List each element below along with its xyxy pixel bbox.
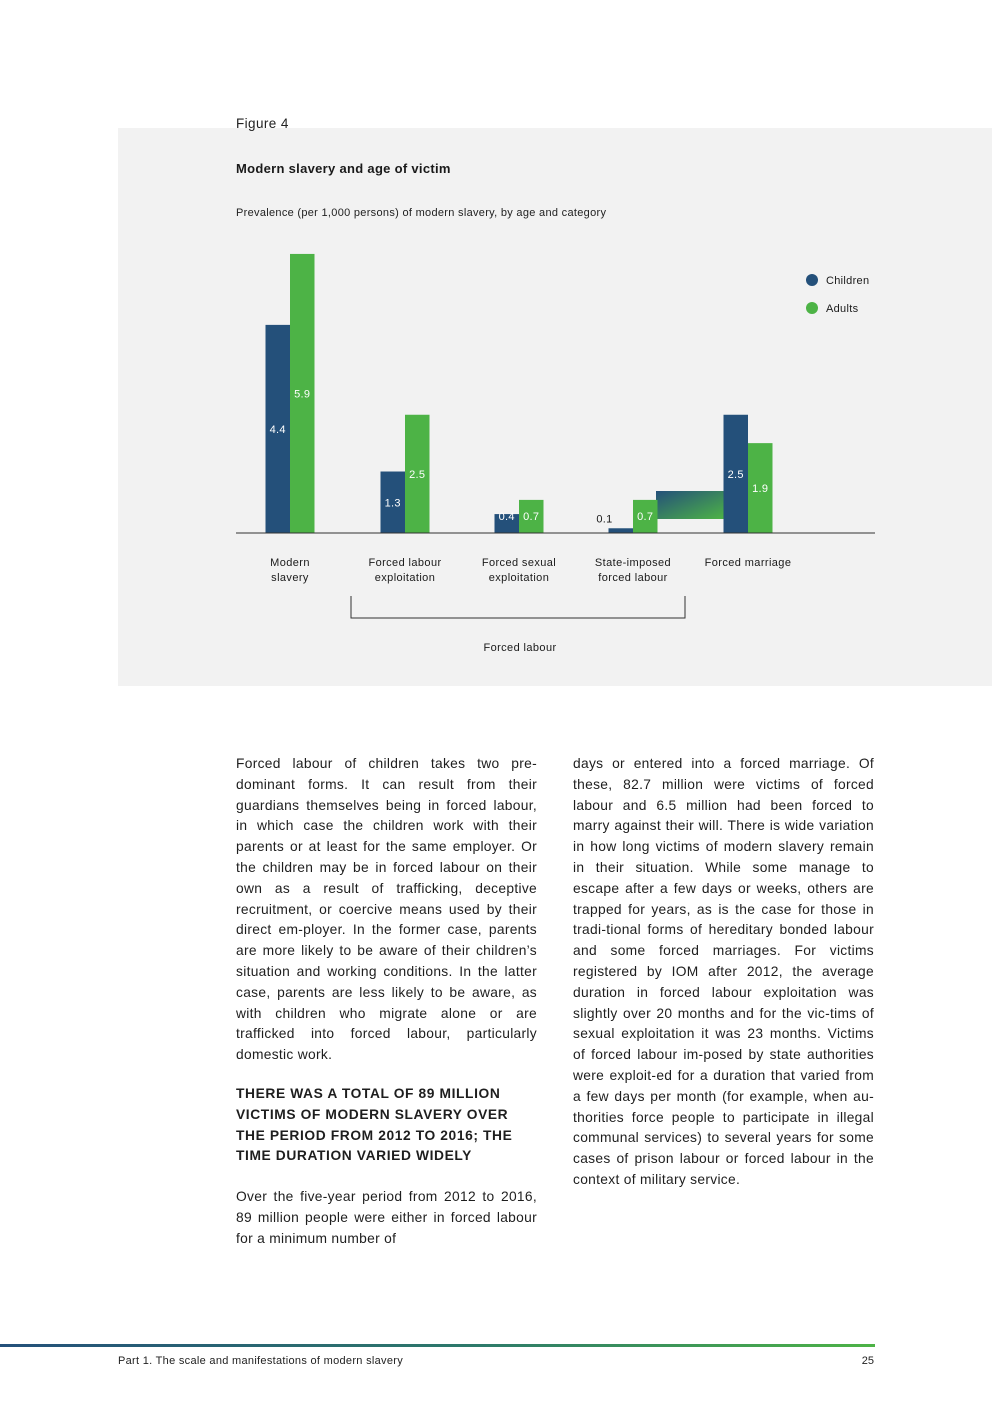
category-label-4: Forced marriage bbox=[704, 557, 792, 569]
category-label-3: State-imposed forced labour bbox=[594, 557, 672, 584]
body-paragraph: Forced labour of children takes two pre-dominant forms. It can result from their guardians themselves being in forced labour, in which case the children work with their parents or at least for the same employer. Or the children may be in forced labour on their own as a result of trafficking, deceptive recruitment, or coercive means used by their direct em-ployer. In the former case, parents are more likely to be aware of their children’s situation and working conditions. In the latter case, parents are less likely to be aware, as with children who migrate alone or are trafficked into forced labour, particularly domestic work. bbox=[236, 756, 537, 1063]
data-label-children-4: 2.5 bbox=[727, 468, 744, 481]
data-label-children-0: 4.4 bbox=[269, 423, 286, 436]
data-label-adults-1: 2.5 bbox=[409, 468, 426, 481]
body-column-left bbox=[236, 754, 537, 1250]
figure-subtitle: Prevalence (per 1,000 persons) of modern slavery, by age and category bbox=[236, 207, 607, 219]
footer-rule bbox=[0, 1344, 875, 1347]
footer-section-title: Part 1. The scale and manifestations of modern slavery bbox=[118, 1355, 404, 1367]
data-label-adults-4: 1.9 bbox=[752, 483, 769, 496]
body-column-right bbox=[573, 754, 874, 1191]
body-paragraph: days or entered into a forced marriage. Of these, 82.7 million were victims of forced labour and 6.5 million had been forced to marry against their will. There is wide variation in how long victims of modern slavery remain in their situation. While some manage to escape after a few days or weeks, others are trapped for years, as is the case for those in tradi-tional forms of hereditary bonded labour and some forced marriages. For victims registered by IOM after 2012, the average duration in forced labour exploitation was slightly over 20 months and for the vic-tims of sexual exploitation it was 23 months. Victims of forced labour im-posed by state authorities were exploit-ed for a duration that varied from a few days per month (for example, when au-thorities force people to participate in illegal communal services) to several years for some cases of prison labour or forced labour in the context of military service. bbox=[573, 756, 874, 1187]
data-label-adults-2: 0.7 bbox=[523, 511, 540, 523]
category-label-2: Forced sexual exploitation bbox=[481, 557, 557, 584]
legend-marker-children bbox=[806, 274, 818, 286]
figure-label: Figure 4 bbox=[236, 116, 289, 131]
figure-title: Modern slavery and age of victim bbox=[236, 161, 451, 176]
legend-label-adults: Adults bbox=[826, 303, 859, 315]
legend-marker-adults bbox=[806, 302, 818, 314]
body-paragraph: Over the five-year period from 2012 to 2016, 89 million people were either in forced labour for a minimum number of bbox=[236, 1189, 537, 1246]
forced-labour-group-label: Forced labour bbox=[483, 642, 557, 654]
legend-label-children: Children bbox=[826, 275, 870, 287]
data-label-adults-3: 0.7 bbox=[637, 511, 654, 523]
data-label-children-3: 0.1 bbox=[596, 513, 613, 526]
category-label-1: Forced labour exploitation bbox=[368, 557, 442, 584]
page-number: 25 bbox=[861, 1355, 874, 1367]
data-label-children-2: 0.4 bbox=[498, 511, 515, 523]
bar-children-3 bbox=[609, 528, 634, 533]
connector-band bbox=[656, 491, 724, 519]
section-heading: THERE WAS A TOTAL OF 89 MILLION VICTIMS OF MODERN SLAVERY OVER THE PERIOD FROM 2012 TO 2016; THE TIME DURATION VARIED WIDELY bbox=[236, 1085, 513, 1164]
forced-labour-bracket bbox=[351, 596, 685, 618]
bar-chart bbox=[0, 0, 992, 700]
category-label-0: Modern slavery bbox=[270, 557, 310, 584]
data-label-children-1: 1.3 bbox=[384, 497, 401, 510]
data-label-adults-0: 5.9 bbox=[294, 388, 311, 401]
